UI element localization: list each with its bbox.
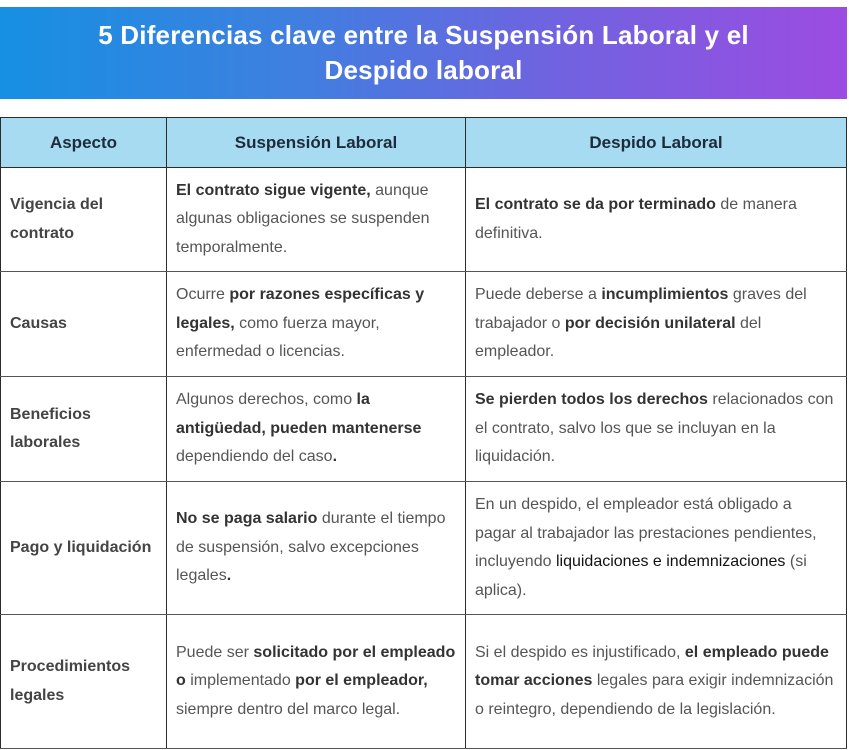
- table-row: [1, 168, 847, 272]
- suspension-cell: [167, 168, 466, 272]
- body-text: de manera definitiva.: [475, 196, 797, 242]
- body-text: aunque algunas obligaciones se suspenden temporalmente.: [176, 181, 430, 256]
- table-row: [1, 615, 847, 749]
- suspension-cell: [167, 272, 466, 377]
- table-row: [1, 377, 847, 482]
- body-text: graves del trabajador o: [475, 286, 807, 332]
- suspension-cell: [167, 615, 466, 749]
- emphasis-text: incumplimientos: [601, 286, 729, 304]
- emphasis-text: Se pierden todos los derechos: [475, 391, 708, 409]
- body-text: Ocurre: [176, 286, 230, 304]
- emphasis-text: la antigüedad, pueden mantenerse: [176, 391, 422, 437]
- body-text: Algunos derechos, como: [176, 391, 357, 409]
- highlight-text: liquidaciones e indemnizaciones: [555, 553, 786, 570]
- emphasis-text: por el empleador,: [295, 672, 428, 690]
- emphasis-text: .: [332, 448, 338, 466]
- despido-cell: [466, 377, 847, 482]
- body-text: siempre dentro del marco legal.: [176, 700, 401, 718]
- table-row: [1, 272, 847, 377]
- emphasis-text: No se paga salario: [176, 510, 318, 528]
- suspension-cell: [167, 377, 466, 482]
- emphasis-text: solicitado por el empleado o: [176, 643, 456, 690]
- emphasis-text: el empleado puede tomar acciones: [475, 643, 829, 690]
- header-suspension: Suspensión Laboral: [167, 118, 466, 168]
- emphasis-text: El contrato sigue vigente,: [176, 181, 371, 199]
- despido-cell: [466, 272, 847, 377]
- table-row: [1, 482, 847, 615]
- body-text: implementado: [185, 672, 296, 690]
- body-text: como fuerza mayor, enfermedad o licencias.: [176, 314, 380, 361]
- aspect-cell: Vigencia del contrato: [1, 168, 167, 272]
- aspect-cell: Procedimientos legales: [1, 615, 167, 749]
- body-text: durante el tiempo de suspensión, salvo excepciones legales: [176, 510, 446, 585]
- aspect-cell: Beneficios laborales: [1, 377, 167, 482]
- header-despido: Despido Laboral: [466, 118, 847, 168]
- body-text: dependiendo del caso: [176, 448, 333, 466]
- despido-cell: [466, 168, 847, 272]
- table-header-row: [1, 118, 847, 168]
- header-aspecto: Aspecto: [1, 118, 167, 168]
- body-text: relacionados con el contrato, salvo los que se incluyan en la liquidación.: [475, 391, 834, 466]
- suspension-cell: [167, 482, 466, 615]
- body-text: Si el despido es injustificado,: [475, 643, 685, 661]
- body-text: Puede deberse a: [475, 286, 602, 304]
- despido-cell: [466, 482, 847, 615]
- body-text: En un despido, el empleador está obligado a pagar al trabajador las prestaciones pendientes, incluyendo: [475, 496, 817, 570]
- title-banner: [0, 7, 847, 99]
- body-text: del empleador.: [475, 314, 762, 361]
- emphasis-text: por razones específicas y legales,: [176, 286, 425, 332]
- emphasis-text: El contrato se da por terminado: [475, 196, 716, 213]
- body-text: Puede ser: [176, 643, 254, 661]
- despido-cell: [466, 615, 847, 749]
- aspect-cell: Causas: [1, 272, 167, 377]
- comparison-table: [0, 117, 847, 749]
- emphasis-text: .: [226, 567, 232, 585]
- aspect-cell: Pago y liquidación: [1, 482, 167, 615]
- page-title: 5 Diferencias clave entre la Suspensión Laboral y el Despido laboral: [98, 20, 749, 85]
- body-text: (si aplica).: [475, 553, 807, 599]
- emphasis-text: por decisión unilateral: [564, 314, 736, 332]
- body-text: legales para exigir indemnización o reintegro, dependiendo de la legislación.: [475, 672, 834, 718]
